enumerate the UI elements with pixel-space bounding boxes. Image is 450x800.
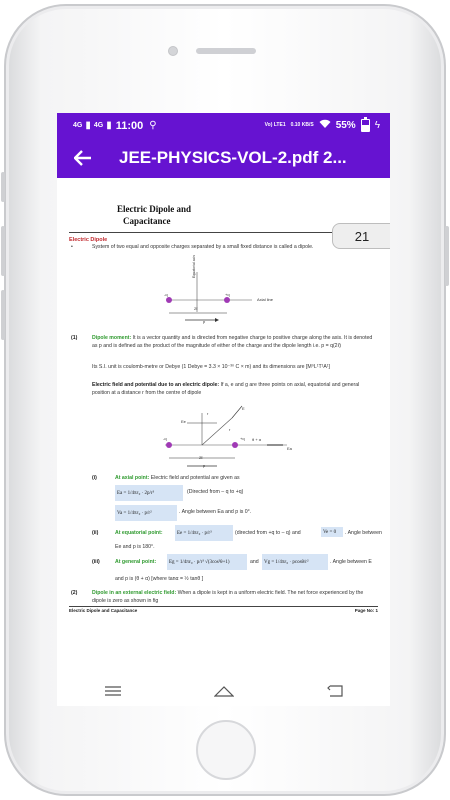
equatorial-potential-formula: Ve = 0 [321,527,343,537]
axial-potential-note: . Angle between Ea and p is 0°. [179,509,252,515]
front-camera [168,46,178,56]
item1-text: It is a vector quantity and is directed from negative charge to positive charge along the axis. It is denoted as p and is defined as the product of the magnitude of either of the charge and the dipole length i.e. p = q(2ℓ) [92,335,373,349]
volume-up-button [1,226,5,276]
page-footer [69,606,378,613]
axial-potential-formula: Va = 1/4πε₀ · p/r² [115,505,177,521]
network-speed: 0.10 KB/S [290,122,314,128]
wifi-icon [319,119,331,132]
screen [57,113,390,706]
network-type-right: 4G [93,122,104,129]
axial-field-formula: Ea = 1/4πε₀ · 2p/r³ [115,485,183,501]
axial-label: Axial line [257,297,274,302]
general-angle-text: and p is (θ + α) [where tanα = ½ tanθ ] [115,576,204,582]
general-and: and [250,559,259,565]
app-bar [57,138,390,178]
charging-icon: ϟ [374,120,380,131]
network-type-left: 4G [73,122,83,129]
footer-left: Electric Dipole and Capacitance [69,608,138,613]
fig2-length: 2ℓ [199,455,203,460]
si-unit-text: Its S.I. unit is coulomb-metre or Debye (1 Debye = 3.3 × 10⁻³⁰ C × m) and its dimensions are [M⁰L¹T¹A¹] [92,364,330,370]
efield-text: If a, e and g are three points on axial, equatorial and general position at a distance r from the centre of dipole [92,382,360,396]
usb-icon: ⚲ [149,120,157,131]
header-rule [69,232,337,233]
fig2-e: E [242,406,245,411]
item2-text: When a dipole is kept in a uniform electric field. The net force experienced by the dipole is zero as shown in fig [92,590,364,604]
fig2-positive-charge [232,442,238,448]
fig2-theta: θ + α [252,437,262,442]
home-icon[interactable] [204,679,244,703]
sub-iii-heading-text: At general point: [115,559,157,565]
fig2-r1: r [207,411,209,416]
item1-paragraph [92,335,375,350]
section-heading: Electric Dipole [69,237,108,243]
page-number-badge: 21 [332,223,390,249]
fig1-length: 2ℓ [194,306,198,311]
sub-ii-heading-text: At equatorial point: [115,530,163,536]
e-vector [232,406,242,418]
fig2-minus-q: -q [163,436,167,441]
footer-right: Page No: 1 [354,608,378,613]
volume-down-button [1,290,5,340]
general-r-line [202,418,232,445]
equatorial-label: Equatorial axis [192,255,196,278]
chapter-title-line2: Capacitance [123,216,171,226]
back-arrow-icon[interactable] [63,138,103,178]
item2-heading: Dipole in an external electric field: [92,590,177,596]
fig1-minus-q: -q [164,292,168,297]
item1-number: (1) [71,335,78,341]
efield-heading: Electric field and potential due to an electric dipole: [92,382,220,388]
document-title: JEE-PHYSICS-VOL-2.pdf 2... [119,148,347,167]
phone-home-button[interactable] [196,720,256,780]
bullet-text: System of two equal and opposite charges separated by a small fixed distance is called a dipole. [92,244,314,250]
item2-number: (2) [71,590,78,596]
sub-i-number: (i) [92,475,97,481]
general-field-formula: Eg = 1/4πε₀ · p/r³ √(3cos²θ+1) [167,554,247,570]
signal-icon-2: ▮ [106,120,112,131]
earpiece-speaker [196,48,256,54]
field-figure [157,403,307,473]
sub-i-text: Electric field and potential are given as [150,475,240,481]
bullet-mark: • [71,244,73,250]
power-button [445,226,449,286]
clock: 11:00 [115,119,144,132]
general-note: . Angle between E [330,559,372,565]
equatorial-note-2: . Angle between [345,530,382,536]
fig2-p: p [203,463,206,468]
battery-icon [361,119,370,132]
axial-field-note: (Directed from – q to +q) [187,489,244,495]
equatorial-field-formula: Ee = 1/4πε₀ · p/r³ [175,525,233,541]
menu-icon[interactable] [93,679,133,703]
item2-paragraph [92,590,375,605]
fig1-p: p [203,319,206,324]
sub-iii-number: (iii) [92,559,100,565]
sub-i-heading: At axial point: [115,475,150,481]
chapter-title [117,203,191,227]
pdf-page[interactable] [57,178,390,688]
efield-paragraph [92,382,375,397]
sub-ii-number: (ii) [92,530,99,536]
navigation-bar [57,676,390,706]
equatorial-note: (directed from +q to – q) and [235,530,301,536]
volte-indicator: Vo) LTE1 [264,122,286,128]
fig2-ea: Ea [287,446,292,451]
sub-i-paragraph [115,475,375,483]
fig2-ee: Ee [181,419,186,424]
back-icon[interactable] [315,679,355,703]
fig2-negative-charge [166,442,172,448]
sub-ii-heading [115,530,163,538]
general-potential-formula: Vg = 1/4πε₀ · pcosθ/r² [262,554,328,570]
item1-heading: Dipole moment: [92,335,132,341]
mute-switch [1,172,5,202]
moment-arrowhead [215,318,219,322]
status-bar [57,113,390,138]
chapter-title-line1: Electric Dipole and [117,204,191,214]
fig1-plus-q: +q [225,292,230,297]
fig2-r2: r [229,427,231,432]
fig2-plus-q: +q [240,436,245,441]
signal-icon: ▮ [85,120,91,131]
sub-iii-heading [115,559,156,567]
equatorial-angle-text: Ee and p is 180°. [115,544,155,550]
battery-percent: 55% [335,120,356,131]
